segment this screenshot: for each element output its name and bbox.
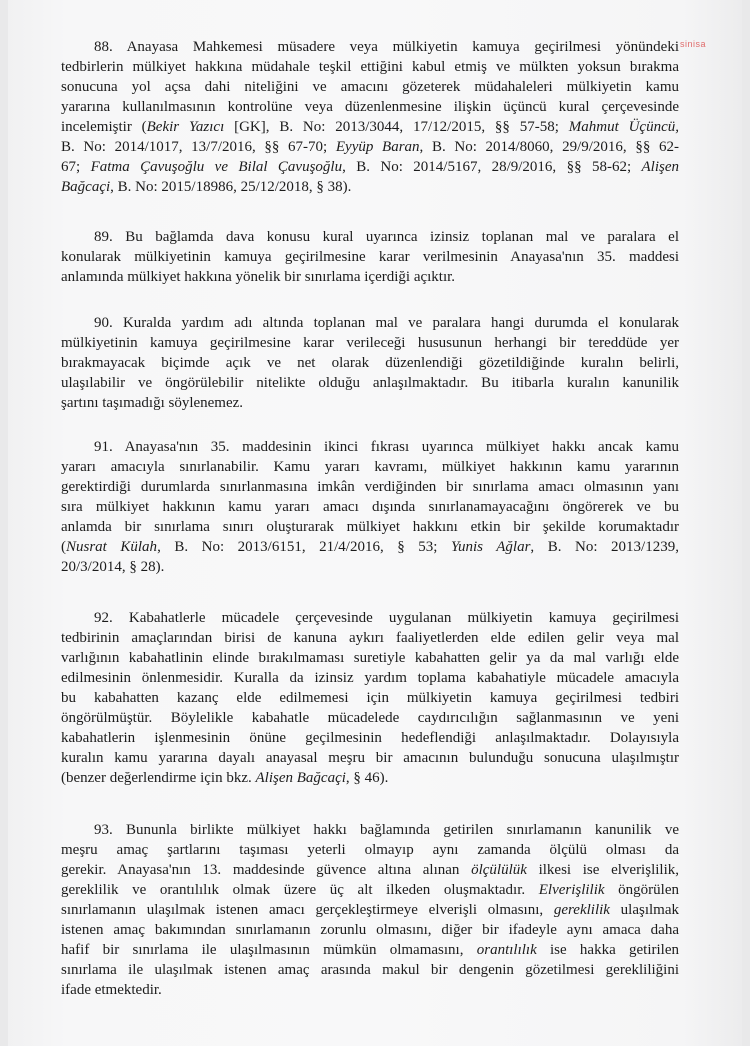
paragraph-line: gerekir. Anayasa'nın 13. maddesinde güvence altına alınan ölçülülük ilkesi ise elverişlilik,: [61, 862, 679, 878]
paragraph-line: 93. Bununla birlikte mülkiyet hakkı bağlamında getirilen sınırlamanın kanunilik ve: [94, 822, 679, 838]
paragraph-line: gereklilik ve orantılılık olmak üzere üç alt ilkeden oluşmaktadır. Elverişlilik öngörülen: [61, 882, 679, 898]
paragraph-line: varlığının kabahatlinin elinde bırakılmaması suretiyle kabahatten gelir ya da mal varlığı elde: [61, 650, 679, 666]
paragraph-line: Bağcaçi, B. No: 2015/18986, 25/12/2018, § 38).: [61, 179, 352, 195]
case-name: Bekir Yazıcı: [146, 119, 225, 135]
paragraph-line: anlamında mülkiyet hakkına yönelik bir sınırlama içerdiği açıktır.: [61, 269, 456, 285]
paragraph-line: anlamda bir sınırlama sınırı oluşturarak mülkiyet hakkını etkin bir şekilde korumaktadır: [61, 519, 679, 535]
term: ölçülülük: [471, 862, 527, 878]
term: orantılılık: [476, 942, 537, 958]
paragraph-line: sıra mülkiyet hakkının kamu yararı amacı dışında sınırlanamayacağını öngörerek ve bu: [61, 499, 679, 515]
paragraph-line: gerektirdiği durumlarda sınırlanmasına imkân verdiğinden bir sınırlama amacı olmasının yanı: [61, 479, 679, 495]
paragraph-line: kuralın kamu yararına dayalı anayasal meşru bir amacının bulunduğu sonucuna ulaşılmıştır: [61, 750, 679, 766]
paragraph-line: 91. Anayasa'nın 35. maddesinin ikinci fıkrası uyarınca mülkiyet hakkı ancak kamu: [94, 439, 679, 455]
paragraph-line: tedbirlerin mülkiyet hakkına müdahale teşkil ettiğini kabul etmiş ve mülkten yoksun bırakma: [61, 59, 679, 75]
paragraph-line: 92. Kabahatlerle mücadele çerçevesinde uygulanan mülkiyetin kamuya geçirilmesi: [94, 610, 679, 626]
paragraph-line: kabahatlerin işlenmesinin önüne geçilmesinin hedeflendiği anlaşılmaktadır. Dolayısıyla: [61, 730, 679, 746]
paragraph-line: sınırlama ile ulaşılmak istenen amaç arasında makul bir dengenin gözetilmesi gerekliliğini: [61, 962, 679, 978]
term: gereklilik: [553, 902, 610, 918]
term: Elverişlilik: [538, 882, 605, 898]
document-page: [8, 0, 742, 1046]
paragraph-line: meşru amaç şartlarını taşıması yeterli olmayıp aynı zamanda ölçülü olması da: [61, 842, 679, 858]
paragraph-line: istenen amaç bakımından sınırlamanın zorunlu olmasını, diğer bir ifadeyle aynı amaca daha: [61, 922, 679, 938]
paragraph-line: 88. Anayasa Mahkemesi müsadere veya mülkiyetin kamuya geçirilmesi yönündeki: [94, 39, 679, 55]
paragraph-line: bu kabahatten kazanç elde edilmemesi için mülkiyetin kamuya geçirilmesi tedbiri: [61, 690, 679, 706]
case-name: Alişen Bağcaçi: [255, 770, 346, 786]
case-name: Alişen: [641, 159, 680, 175]
paragraph-91: [61, 437, 679, 577]
paragraph-line: öngörülmüştür. Böylelikle kabahatle mücadelede caydırıcılığın sağlanmasının ve yeni: [61, 710, 679, 726]
paragraph-line: 89. Bu bağlamda dava konusu kural uyarınca izinsiz toplanan mal ve paralara el: [94, 229, 679, 245]
paragraph-line: bırakmayacak biçimde açık ve net olarak düzenlendiği gözetildiğinde kuralın belirli,: [61, 355, 679, 371]
paragraph-line: B. No: 2014/1017, 13/7/2016, §§ 67-70; Eyyüp Baran, B. No: 2014/8060, 29/9/2016, §§ 62-: [61, 139, 679, 155]
case-name: Fatma Çavuşoğlu ve Bilal Çavuşoğlu: [90, 159, 343, 175]
paragraph-88: [61, 37, 679, 197]
paragraph-line: sonucuna yol açsa dahi niteliğini ve amacını gözeterek müdahaleleri mülkiyetin kamu: [61, 79, 679, 95]
paragraph-93: [61, 820, 679, 1000]
paragraph-line: 67; Fatma Çavuşoğlu ve Bilal Çavuşoğlu, B. No: 2014/5167, 28/9/2016, §§ 58-62; Alişen: [61, 159, 680, 175]
watermark: sinisa: [680, 39, 707, 49]
case-name: Eyyüp Baran: [335, 139, 420, 155]
paragraph-line: tedbirinin amaçlarından birisi de kanuna aykırı faaliyetlerden elde edilen gelir veya mal: [61, 630, 679, 646]
paragraph-line: (Nusrat Külah, B. No: 2013/6151, 21/4/2016, § 53; Yunis Ağlar, B. No: 2013/1239,: [61, 539, 679, 555]
case-name: Nusrat Külah: [66, 539, 158, 555]
paragraph-line: hafif bir sınırlama ile ulaşılmasının mümkün olmamasını, orantılılık ise hakka getirilen: [61, 942, 679, 958]
paragraph-line: incelemiştir (Bekir Yazıcı [GK], B. No: 2013/3044, 17/12/2015, §§ 57-58; Mahmut Üçüncü,: [61, 119, 679, 135]
paragraph-line: sınırlamanın ulaşılmak istenen amacı gerçekleştirmeye elverişli olmasını, gereklilik ulaşılmak: [61, 902, 680, 918]
paragraph-line: mülkiyetinin kamuya geçirilmesine karar verileceği hususunun herhangi bir tereddüde yer: [61, 335, 679, 351]
paragraph-line: 90. Kuralda yardım adı altında toplanan mal ve paralara hangi durumda el konularak: [94, 315, 679, 331]
paragraph-line: yararı amacıyla sınırlanabilir. Kamu yararı kavramı, mülkiyet hakkının kamu yararının: [61, 459, 679, 475]
case-name: Yunis Ağlar: [451, 539, 531, 555]
paragraph-line: konularak mülkiyetinin kamuya geçirilmesine karar verilmesinin Anayasa'nın 35. maddesi: [61, 249, 679, 265]
paragraph-line: edilmesinin önlenmesidir. Kuralla da izinsiz yardım toplama kabahatiyle mücadele amacıyla: [61, 670, 679, 686]
paragraph-line: şartını taşımadığı söylenemez.: [61, 395, 244, 411]
paragraph-line: ulaşılabilir ve öngörülebilir nitelikte olduğu anlaşılmaktadır. Bu itibarla kuralın kanunilik: [61, 375, 679, 391]
paragraph-line: (benzer değerlendirme için bkz. Alişen Bağcaçi, § 46).: [61, 770, 389, 786]
case-name: Bağcaçi: [61, 179, 111, 195]
paragraph-line: ifade etmektedir.: [61, 982, 162, 998]
paragraph-89: [61, 227, 679, 287]
paragraph-line: yararına kullanılmasının kontrolüne veya düzenlenmesine ilişkin üçüncü kural çerçevesinde: [61, 99, 679, 115]
paragraph-90: [61, 313, 679, 413]
case-name: Mahmut Üçüncü,: [568, 119, 679, 135]
paragraph-line: 20/3/2014, § 28).: [61, 559, 165, 575]
paragraph-92: [61, 608, 679, 788]
